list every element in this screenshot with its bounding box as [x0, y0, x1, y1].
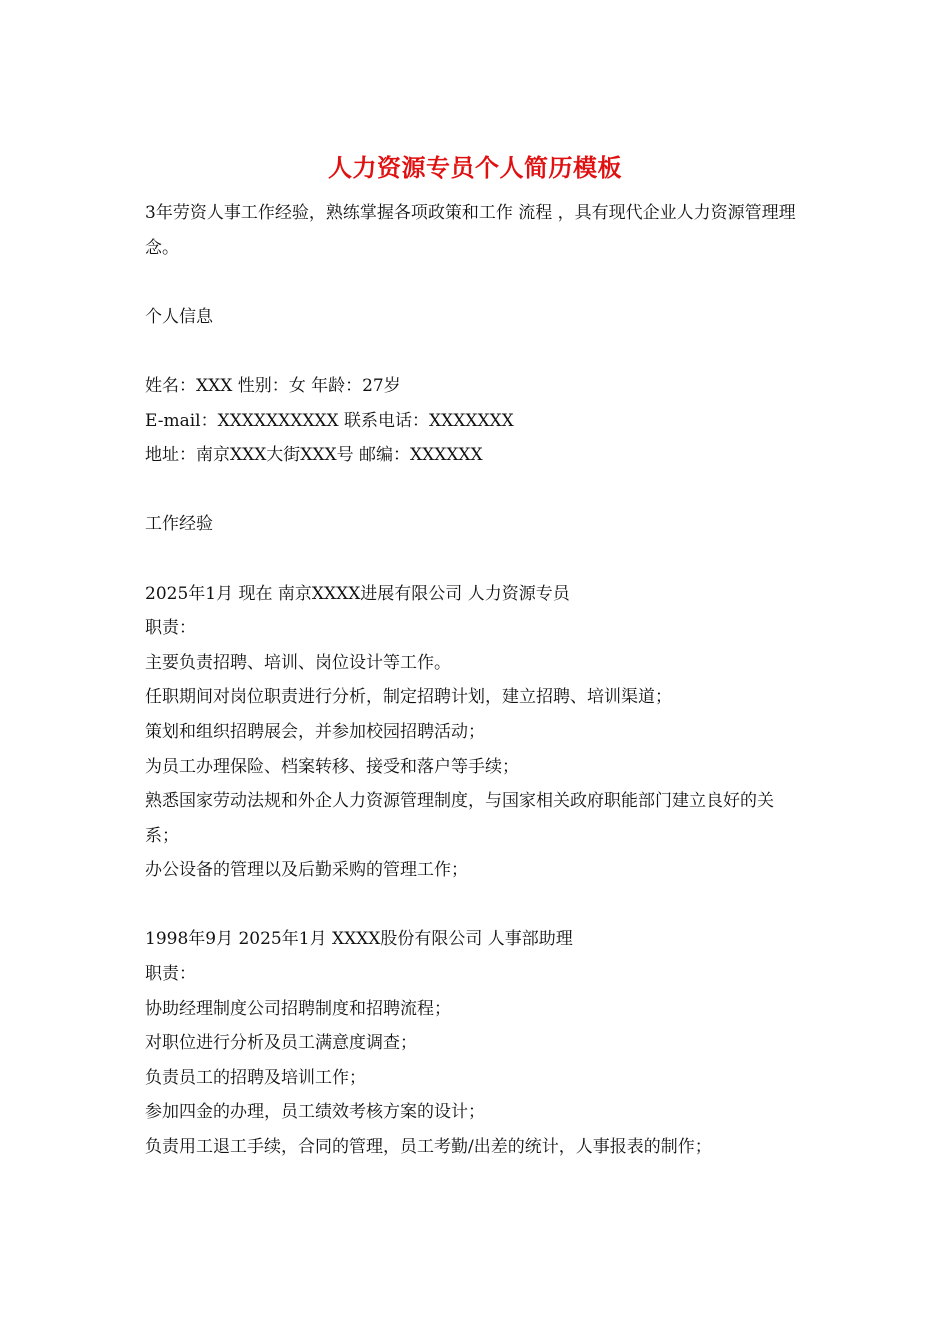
job-header: 2025年1月 现在 南京XXXX进展有限公司 人力资源专员 [145, 583, 570, 604]
duty-item: 办公设备的管理以及后勤采购的管理工作； [145, 860, 468, 881]
duty-item: 主要负责招聘、培训、岗位设计等工作。 [145, 652, 451, 673]
duty-item: 对职位进行分析及员工满意度调查； [145, 1033, 417, 1054]
job-header: 1998年9月 2025年1月 XXXX股份有限公司 人事部助理 [145, 929, 573, 950]
spacer [145, 265, 805, 300]
duty-label: 职责： [145, 618, 196, 639]
spacer [145, 334, 805, 369]
duty-item: 熟悉国家劳动法规和外企人力资源管理制度，与国家相关政府职能部门建立良好的关系； [145, 791, 774, 846]
duty-item: 策划和组织招聘展会，并参加校园招聘活动； [145, 721, 485, 742]
duty-item: 负责员工的招聘及培训工作； [145, 1067, 366, 1088]
duty-label: 职责： [145, 964, 196, 985]
personal-info-heading: 个人信息 [145, 306, 213, 327]
summary-paragraph: 3年劳资人事工作经验，熟练掌握各项政策和工作 流程 ，具有现代企业人力资源管理理念。 [145, 203, 796, 258]
document-body [145, 196, 805, 1165]
personal-info-line: 地址：南京XXX大街XXX号 邮编：XXXXXX [145, 445, 483, 466]
document-title: 人力资源专员个人简历模板 [328, 153, 622, 182]
duty-item: 负责用工退工手续，合同的管理，员工考勤/出差的统计，人事报表的制作； [145, 1137, 712, 1158]
spacer [145, 542, 805, 577]
duty-item: 参加四金的办理，员工绩效考核方案的设计； [145, 1102, 485, 1123]
spacer [145, 888, 805, 923]
duty-item: 为员工办理保险、档案转移、接受和落户等手续； [145, 756, 519, 777]
personal-info-line: E-mail：XXXXXXXXXX 联系电话：XXXXXXX [145, 410, 514, 431]
spacer [145, 473, 805, 508]
personal-info-line: 姓名：XXX 性别：女 年龄：27岁 [145, 375, 401, 396]
work-experience-heading: 工作经验 [145, 514, 213, 535]
duty-item: 任职期间对岗位职责进行分析，制定招聘计划，建立招聘、培训渠道； [145, 687, 672, 708]
duty-item: 协助经理制度公司招聘制度和招聘流程； [145, 998, 451, 1019]
